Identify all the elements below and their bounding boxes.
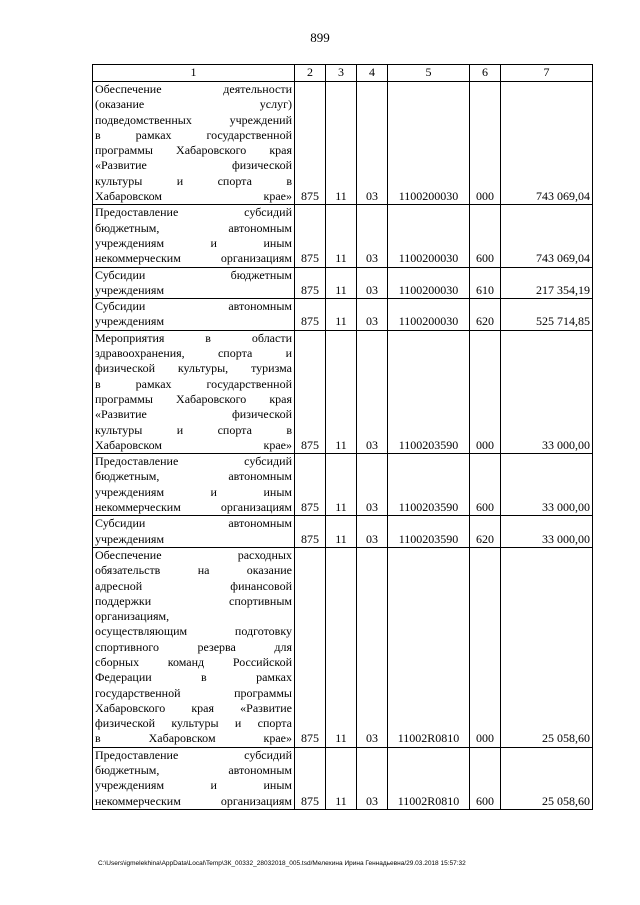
section-code-cell: 11	[326, 547, 357, 747]
section-code-cell: 11	[326, 330, 357, 453]
row-name-line: подведомственных учреждений	[95, 112, 292, 127]
row-name-line: физической культуры, туризма	[95, 361, 292, 376]
row-name-line: Хабаровском крае»	[95, 437, 292, 452]
grbs-code-cell: 875	[295, 747, 326, 809]
row-name-line: Хабаровском крае»	[95, 189, 292, 204]
grbs-code-cell: 875	[295, 516, 326, 548]
expense-type-cell: 000	[470, 330, 501, 453]
table-row	[93, 82, 593, 205]
row-name-line: некоммерческим организациям	[95, 251, 292, 266]
row-name-line: культуры и спорта в	[95, 422, 292, 437]
row-name-cell	[93, 516, 295, 548]
expense-type-cell: 600	[470, 747, 501, 809]
row-name-line: некоммерческим организациям	[95, 500, 292, 515]
amount-cell: 25 058,60	[501, 547, 593, 747]
row-name-line: некоммерческим организациям	[95, 793, 292, 808]
subsection-code-cell: 03	[357, 267, 388, 299]
header-cell: 7	[501, 65, 593, 82]
row-name-cell	[93, 205, 295, 267]
row-name-line: в рамках государственной	[95, 127, 292, 142]
row-name-line: организациям,	[95, 609, 170, 624]
header-cell: 4	[357, 65, 388, 82]
row-name-cell	[93, 82, 295, 205]
amount-cell: 743 069,04	[501, 82, 593, 205]
expense-type-cell: 600	[470, 205, 501, 267]
target-article-cell: 1100203590	[388, 516, 470, 548]
page-number: 899	[310, 30, 330, 45]
table-row	[93, 454, 593, 516]
row-name-line: Обеспечение деятельности	[95, 82, 292, 96]
amount-cell: 33 000,00	[501, 330, 593, 453]
row-name-cell	[93, 330, 295, 453]
row-name-line: здравоохранения, спорта и	[95, 346, 292, 361]
row-name-line: «Развитие физической	[95, 158, 292, 173]
target-article-cell: 11002R0810	[388, 547, 470, 747]
section-code-cell: 11	[326, 267, 357, 299]
budget-table	[92, 64, 593, 810]
amount-cell: 33 000,00	[501, 516, 593, 548]
row-name-line: Субсидии автономным	[95, 299, 292, 314]
subsection-code-cell: 03	[357, 330, 388, 453]
row-name-cell	[93, 267, 295, 299]
file-path-footer: C:\Users\igmelekhina\AppData\Local\Temp\ЗК_00332_28032018_005.tsd/Мелехина Ирина Геннадьевна/29.03.2018 15:57:32	[98, 860, 466, 867]
row-name-line: «Развитие физической	[95, 407, 292, 422]
row-name-line: бюджетным, автономным	[95, 763, 292, 778]
target-article-cell: 1100200030	[388, 267, 470, 299]
target-article-cell: 1100203590	[388, 330, 470, 453]
expense-type-cell: 620	[470, 516, 501, 548]
row-name-line: сборных команд Российской	[95, 654, 292, 669]
table-row	[93, 547, 593, 747]
row-name-line: Федерации в рамках	[95, 670, 292, 685]
section-code-cell: 11	[326, 516, 357, 548]
amount-cell: 525 714,85	[501, 299, 593, 331]
header-cell: 3	[326, 65, 357, 82]
section-code-cell: 11	[326, 747, 357, 809]
row-name-line: учреждениям и иным	[95, 484, 292, 499]
expense-type-cell: 000	[470, 547, 501, 747]
grbs-code-cell: 875	[295, 205, 326, 267]
grbs-code-cell: 875	[295, 267, 326, 299]
row-name-line: Субсидии бюджетным	[95, 267, 292, 282]
table-row	[93, 205, 593, 267]
table-header-row	[93, 65, 593, 82]
section-code-cell: 11	[326, 82, 357, 205]
table-row	[93, 299, 593, 331]
header-cell: 5	[388, 65, 470, 82]
amount-cell: 743 069,04	[501, 205, 593, 267]
row-name-line: учреждениям и иным	[95, 235, 292, 250]
row-name-cell	[93, 747, 295, 809]
expense-type-cell: 620	[470, 299, 501, 331]
header-cell: 1	[93, 65, 295, 82]
expense-type-cell: 600	[470, 454, 501, 516]
row-name-line: учреждениям	[95, 282, 165, 297]
table-row	[93, 267, 593, 299]
subsection-code-cell: 03	[357, 516, 388, 548]
row-name-line: Мероприятия в области	[95, 330, 292, 345]
amount-cell: 25 058,60	[501, 747, 593, 809]
amount-cell: 33 000,00	[501, 454, 593, 516]
grbs-code-cell: 875	[295, 82, 326, 205]
target-article-cell: 11002R0810	[388, 747, 470, 809]
row-name-line: (оказание услуг)	[95, 97, 292, 112]
row-name-line: Хабаровского края «Развитие	[95, 700, 292, 715]
header-cell: 6	[470, 65, 501, 82]
target-article-cell: 1100200030	[388, 205, 470, 267]
subsection-code-cell: 03	[357, 82, 388, 205]
table-row	[93, 516, 593, 548]
row-name-line: бюджетным, автономным	[95, 469, 292, 484]
subsection-code-cell: 03	[357, 747, 388, 809]
section-code-cell: 11	[326, 299, 357, 331]
row-name-cell	[93, 547, 295, 747]
row-name-line: адресной финансовой	[95, 578, 292, 593]
subsection-code-cell: 03	[357, 454, 388, 516]
row-name-line: государственной программы	[95, 685, 292, 700]
expense-type-cell: 610	[470, 267, 501, 299]
amount-cell: 217 354,19	[501, 267, 593, 299]
row-name-line: учреждениям	[95, 531, 165, 546]
target-article-cell: 1100200030	[388, 299, 470, 331]
target-article-cell: 1100203590	[388, 454, 470, 516]
row-name-line: бюджетным, автономным	[95, 220, 292, 235]
row-name-line: Предоставление субсидий	[95, 747, 292, 762]
row-name-cell	[93, 454, 295, 516]
row-name-line: Субсидии автономным	[95, 516, 292, 531]
table-row	[93, 330, 593, 453]
row-name-line: Предоставление субсидий	[95, 454, 292, 469]
row-name-line: поддержки спортивным	[95, 593, 292, 608]
subsection-code-cell: 03	[357, 299, 388, 331]
section-code-cell: 11	[326, 454, 357, 516]
subsection-code-cell: 03	[357, 547, 388, 747]
table-row	[93, 747, 593, 809]
section-code-cell: 11	[326, 205, 357, 267]
row-name-line: спортивного резерва для	[95, 639, 292, 654]
row-name-line: Предоставление субсидий	[95, 205, 292, 220]
row-name-line: учреждениям и иным	[95, 778, 292, 793]
grbs-code-cell: 875	[295, 330, 326, 453]
expense-type-cell: 000	[470, 82, 501, 205]
row-name-line: в Хабаровском крае»	[95, 731, 292, 746]
subsection-code-cell: 03	[357, 205, 388, 267]
row-name-line: осуществляющим подготовку	[95, 624, 292, 639]
row-name-line: культуры и спорта в	[95, 173, 292, 188]
row-name-cell	[93, 299, 295, 331]
row-name-line: программы Хабаровского края	[95, 143, 292, 158]
grbs-code-cell: 875	[295, 299, 326, 331]
header-cell: 2	[295, 65, 326, 82]
row-name-line: обязательств на оказание	[95, 563, 292, 578]
row-name-line: программы Хабаровского края	[95, 391, 292, 406]
row-name-line: в рамках государственной	[95, 376, 292, 391]
row-name-line: Обеспечение расходных	[95, 547, 292, 562]
row-name-line: учреждениям	[95, 314, 165, 329]
grbs-code-cell: 875	[295, 454, 326, 516]
row-name-line: физической культуры и спорта	[95, 716, 292, 731]
target-article-cell: 1100200030	[388, 82, 470, 205]
grbs-code-cell: 875	[295, 547, 326, 747]
